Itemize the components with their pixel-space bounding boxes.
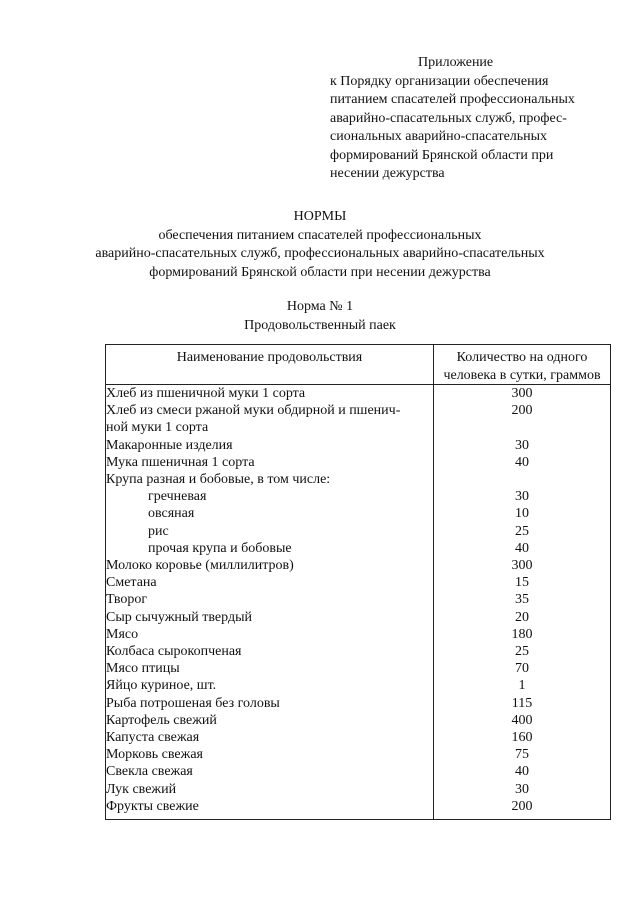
table-row — [106, 574, 611, 591]
food-name-line: Колбаса сырокопченая — [106, 644, 242, 660]
food-name-line: Молоко коровье (миллилитров) — [106, 558, 294, 574]
food-name-line: Яйцо куриное, шт. — [106, 678, 217, 694]
table-row — [106, 626, 611, 643]
food-name — [106, 626, 434, 643]
food-quantity: 25 — [434, 523, 611, 540]
food-name-line: Хлеб из пшеничной муки 1 сорта — [106, 386, 306, 401]
food-name — [106, 505, 434, 522]
food-quantity: 300 — [434, 557, 611, 574]
food-name — [106, 660, 434, 677]
table-row — [106, 643, 611, 660]
table-row — [106, 540, 611, 557]
table-row — [106, 695, 611, 712]
food-quantity: 200 — [434, 798, 611, 820]
food-quantity — [434, 471, 611, 488]
table-row — [106, 402, 611, 436]
food-quantity: 15 — [434, 574, 611, 591]
food-name — [106, 471, 434, 488]
food-quantity: 180 — [434, 626, 611, 643]
food-name-line: Капуста свежая — [106, 730, 200, 746]
table-row — [106, 712, 611, 729]
food-name — [106, 574, 434, 591]
table-row — [106, 763, 611, 780]
appendix-line: Приложение — [418, 55, 494, 70]
food-quantity: 400 — [434, 712, 611, 729]
header-food-name: Наименование продовольствия — [106, 345, 434, 385]
document-title — [0, 208, 640, 282]
food-name-line: Сыр сычужный твердый — [106, 609, 252, 625]
food-quantity: 200 — [434, 402, 611, 436]
table-row — [106, 660, 611, 677]
appendix-line: формирований Брянской области при — [330, 147, 554, 163]
food-name — [106, 695, 434, 712]
food-name-line: Макаронные изделия — [106, 437, 233, 453]
appendix-line: несении дежурства — [330, 166, 445, 181]
table-row — [106, 454, 611, 471]
food-name-line: Морковь свежая — [106, 747, 203, 763]
food-quantity: 30 — [434, 781, 611, 798]
food-name — [106, 781, 434, 798]
food-name-line: Свекла свежая — [106, 764, 193, 780]
food-name-line: Мука пшеничная 1 сорта — [106, 454, 255, 470]
food-name — [106, 437, 434, 454]
ration-table — [105, 344, 611, 820]
header-quantity: Количество на одного человека в сутки, граммов — [434, 345, 611, 385]
food-name — [106, 557, 434, 574]
table-row — [106, 471, 611, 488]
food-name-line: прочая крупа и бобовые — [148, 540, 292, 556]
food-quantity: 40 — [434, 454, 611, 471]
table-row — [106, 523, 611, 540]
food-name-line: овсяная — [148, 506, 195, 522]
title-heading: НОРМЫ — [293, 209, 347, 224]
norm-subtitle: Продовольственный паек — [244, 317, 396, 333]
food-quantity: 115 — [434, 695, 611, 712]
food-name — [106, 746, 434, 763]
food-quantity: 20 — [434, 609, 611, 626]
food-quantity: 30 — [434, 488, 611, 505]
food-quantity: 25 — [434, 643, 611, 660]
table-row — [106, 437, 611, 454]
food-name — [106, 677, 434, 694]
appendix-line: сиональных аварийно-спасательных — [330, 129, 548, 144]
food-name — [106, 729, 434, 746]
food-name-line: Сметана — [106, 575, 157, 591]
food-name — [106, 712, 434, 729]
title-line: формирований Брянской области при несении дежурства — [149, 264, 491, 280]
food-quantity: 35 — [434, 591, 611, 608]
table-row — [106, 488, 611, 505]
food-quantity: 30 — [434, 437, 611, 454]
title-line: обеспечения питанием спасателей профессиональных — [158, 227, 482, 243]
table-row — [106, 385, 611, 403]
food-name — [106, 609, 434, 626]
food-name — [106, 763, 434, 780]
food-name-line: Мясо птицы — [106, 661, 180, 677]
food-name-line: Лук свежий — [106, 781, 177, 797]
food-name-line: гречневая — [148, 489, 207, 505]
food-name-line: Творог — [106, 592, 148, 608]
food-name — [106, 385, 434, 403]
food-quantity: 10 — [434, 505, 611, 522]
table-header-row — [106, 345, 611, 385]
food-name-line: Крупа разная и бобовые, в том числе: — [106, 472, 331, 488]
food-name — [106, 488, 434, 505]
table-body — [106, 385, 611, 820]
food-name-line: Фрукты свежие — [106, 798, 199, 814]
food-name-line: ной муки 1 сорта — [106, 420, 209, 436]
table-row — [106, 746, 611, 763]
table-row — [106, 609, 611, 626]
food-quantity: 70 — [434, 660, 611, 677]
food-name — [106, 402, 434, 436]
table-row — [106, 505, 611, 522]
table-row — [106, 591, 611, 608]
title-line: аварийно-спасательных служб, профессиональных аварийно-спасательных — [95, 246, 545, 261]
food-name-line: рис — [148, 523, 169, 539]
food-name-line: Хлеб из смеси ржаной муки обдирной и пшенич- — [106, 403, 401, 419]
food-quantity: 300 — [434, 385, 611, 403]
food-quantity: 1 — [434, 677, 611, 694]
food-name — [106, 643, 434, 660]
table-row — [106, 729, 611, 746]
appendix-block — [330, 54, 620, 184]
appendix-line: к Порядку организации обеспечения — [330, 73, 549, 89]
food-name — [106, 454, 434, 471]
table-row — [106, 798, 611, 820]
food-quantity: 160 — [434, 729, 611, 746]
norm-number: Норма № 1 — [286, 299, 354, 314]
food-name — [106, 540, 434, 557]
appendix-line: аварийно-спасательных служб, профес- — [330, 110, 567, 126]
table-row — [106, 677, 611, 694]
appendix-line: питанием спасателей профессиональных — [330, 92, 575, 107]
food-name — [106, 523, 434, 540]
food-quantity: 75 — [434, 746, 611, 763]
food-quantity: 40 — [434, 763, 611, 780]
table-row — [106, 557, 611, 574]
food-name — [106, 798, 434, 820]
food-name-line: Картофель свежий — [106, 712, 217, 728]
norm-heading — [0, 298, 640, 335]
food-quantity: 40 — [434, 540, 611, 557]
table-row — [106, 781, 611, 798]
food-name-line: Мясо — [106, 626, 139, 642]
food-name — [106, 591, 434, 608]
food-name-line: Рыба потрошеная без головы — [106, 695, 280, 711]
